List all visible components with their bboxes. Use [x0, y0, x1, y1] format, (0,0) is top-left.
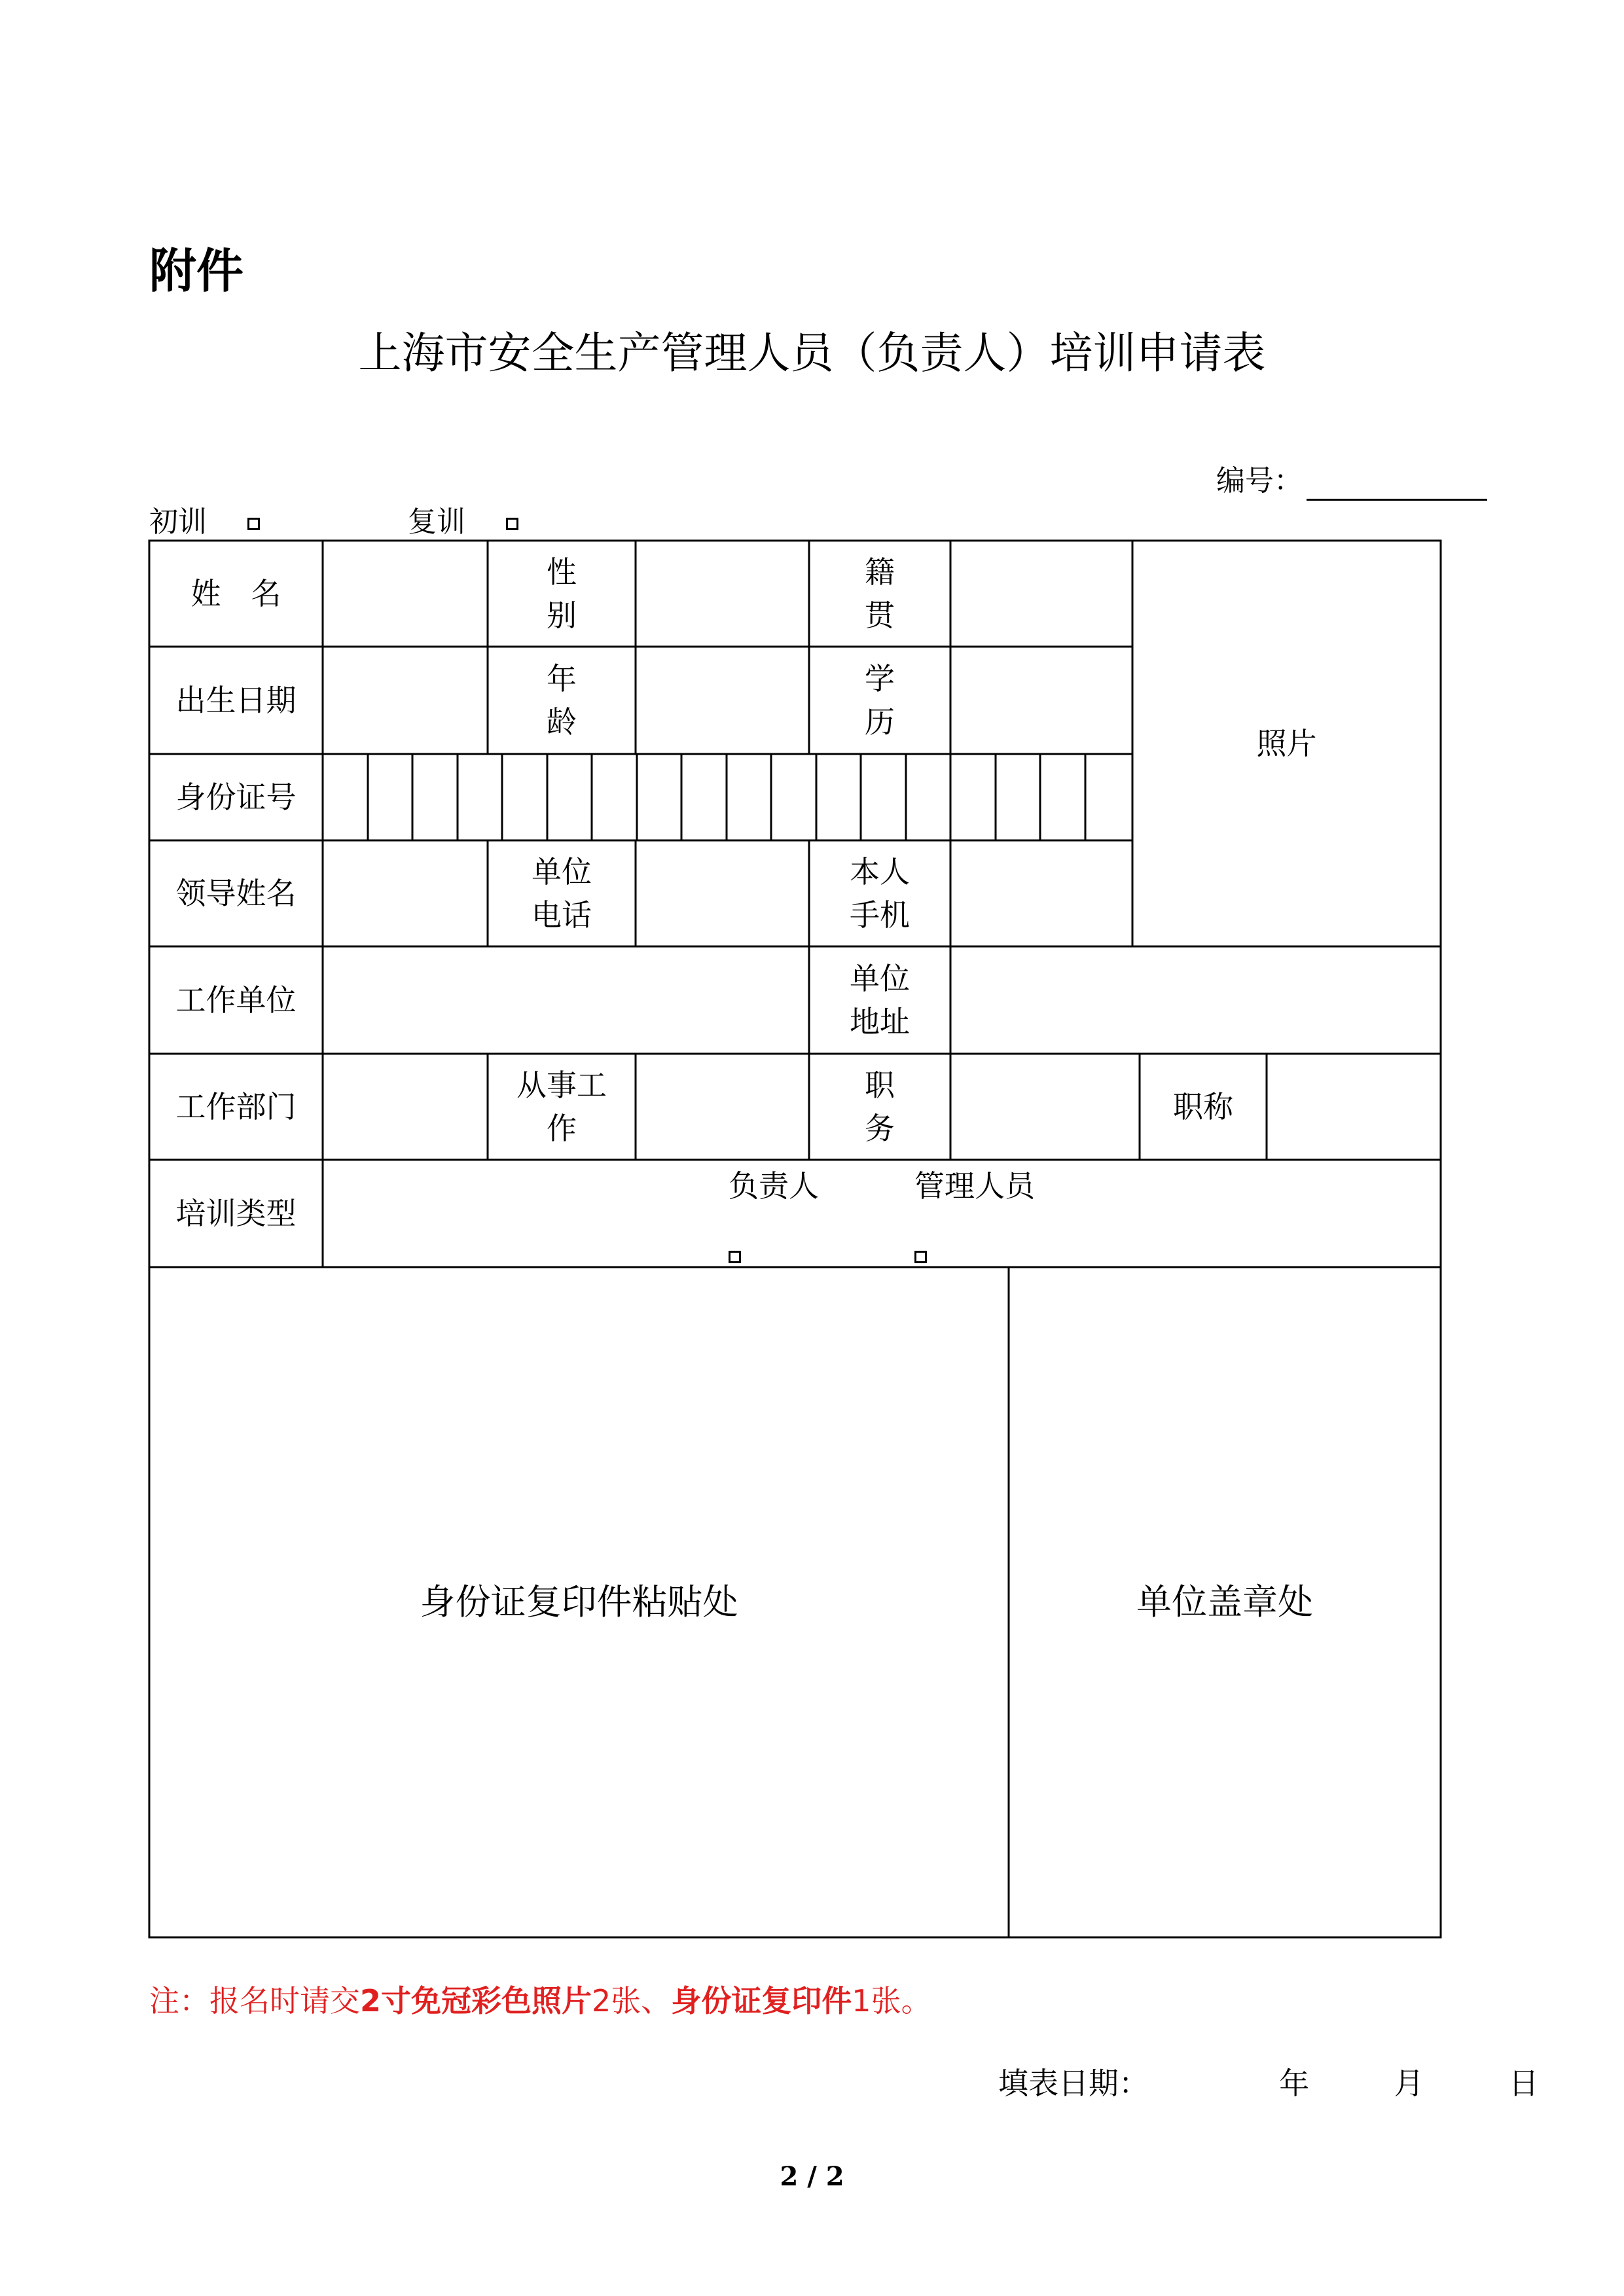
- label-training-type: 培训类型: [175, 1196, 297, 1231]
- label-unit-phone-line2: 电话: [532, 897, 592, 933]
- fill-date-day: 日: [1508, 2066, 1539, 2101]
- name-input[interactable]: [323, 541, 488, 647]
- label-unit-phone-line1: 单位: [532, 854, 592, 889]
- age-input[interactable]: [636, 647, 809, 754]
- engaged-work-input[interactable]: [636, 1054, 809, 1160]
- label-photo: 照片: [1256, 726, 1317, 761]
- fill-date-year: 年: [1279, 2066, 1310, 2101]
- work-dept-input[interactable]: [323, 1054, 488, 1160]
- note-prefix: 注：报名时请交: [149, 1983, 360, 2018]
- education-input[interactable]: [950, 647, 1132, 754]
- serial-number-field: [1216, 461, 1487, 501]
- label-own-mobile: [809, 840, 950, 946]
- label-own-mobile-line1: 本人: [850, 854, 910, 889]
- initial-training-label: 初训: [149, 505, 207, 539]
- label-own-mobile-line2: 手机: [850, 897, 910, 933]
- birth-date-input[interactable]: [323, 647, 488, 754]
- label-name: 姓名: [190, 576, 312, 611]
- label-engaged-work-line2: 作: [547, 1111, 577, 1146]
- option-responsible-label: 负责人: [729, 1168, 819, 1204]
- label-unit-phone: [488, 840, 636, 946]
- label-job-title: 职称: [1173, 1089, 1233, 1124]
- note-bold-id: 身份证复印件: [671, 1983, 852, 2018]
- fill-date-label: 填表日期：: [998, 2066, 1149, 2101]
- note-suffix: 1张。: [852, 1983, 931, 2018]
- serial-label: 编号：: [1216, 464, 1303, 497]
- label-unit-address: [809, 946, 950, 1054]
- option-manager-label: 管理人员: [914, 1168, 1035, 1204]
- unit-address-input[interactable]: [950, 946, 1441, 1054]
- photo-slot[interactable]: [1132, 541, 1441, 946]
- label-engaged-work-line1: 从事工: [516, 1067, 607, 1103]
- form-title: 上海市安全生产管理人员（负责人）培训申请表: [358, 328, 1266, 378]
- own-mobile-input[interactable]: [950, 840, 1132, 946]
- option-responsible[interactable]: [729, 1164, 819, 1263]
- label-position: 职务: [865, 1067, 925, 1146]
- label-leader-name: 领导姓名: [175, 876, 297, 911]
- position-input[interactable]: [950, 1054, 1140, 1160]
- submission-note: [149, 1979, 931, 2022]
- initial-training-checkbox[interactable]: [247, 518, 260, 530]
- label-unit-address-line2: 地址: [850, 1004, 910, 1039]
- option-manager-checkbox[interactable]: [914, 1251, 927, 1263]
- label-birth-date: 出生日期: [175, 683, 297, 718]
- label-id-number: 身份证号: [175, 780, 297, 815]
- option-manager[interactable]: [914, 1164, 1035, 1263]
- page-number: 2 / 2: [780, 2161, 844, 2192]
- fill-date-row: [998, 2062, 1539, 2105]
- work-unit-input[interactable]: [323, 946, 809, 1054]
- option-responsible-checkbox[interactable]: [729, 1251, 741, 1263]
- note-mid: 2张、: [592, 1983, 672, 2018]
- refresher-training-label: 复训: [408, 505, 465, 539]
- label-unit-address-line1: 单位: [850, 961, 910, 996]
- gender-input[interactable]: [636, 541, 809, 647]
- label-education: 学历: [865, 661, 925, 740]
- label-native-place: 籍贯: [865, 554, 925, 633]
- attachment-label: 附件: [149, 243, 244, 298]
- training-type-options: [323, 1160, 1441, 1267]
- unit-phone-input[interactable]: [636, 840, 809, 946]
- leader-name-input[interactable]: [323, 840, 488, 946]
- id-copy-paste-area[interactable]: [149, 1267, 1009, 1937]
- label-gender: 性别: [547, 554, 607, 633]
- refresher-training-option[interactable]: [408, 503, 518, 542]
- label-work-dept: 工作部门: [175, 1089, 297, 1124]
- serial-blank-line[interactable]: [1307, 466, 1487, 501]
- refresher-training-checkbox[interactable]: [506, 518, 518, 530]
- label-id-copy-area: 身份证复印件粘贴处: [420, 1581, 738, 1623]
- label-engaged-work: [488, 1054, 636, 1160]
- job-title-input[interactable]: [1267, 1054, 1441, 1160]
- id-number-digit-boxes[interactable]: [323, 754, 1132, 840]
- label-age: 年龄: [547, 661, 607, 740]
- initial-training-option[interactable]: [149, 503, 260, 542]
- note-bold-photo: 2寸免冠彩色照片: [360, 1983, 592, 2018]
- fill-date-month: 月: [1394, 2066, 1424, 2101]
- label-seal-area: 单位盖章处: [1136, 1581, 1313, 1623]
- unit-seal-area[interactable]: [1009, 1267, 1441, 1937]
- label-work-unit: 工作单位: [175, 982, 297, 1018]
- native-place-input[interactable]: [950, 541, 1132, 647]
